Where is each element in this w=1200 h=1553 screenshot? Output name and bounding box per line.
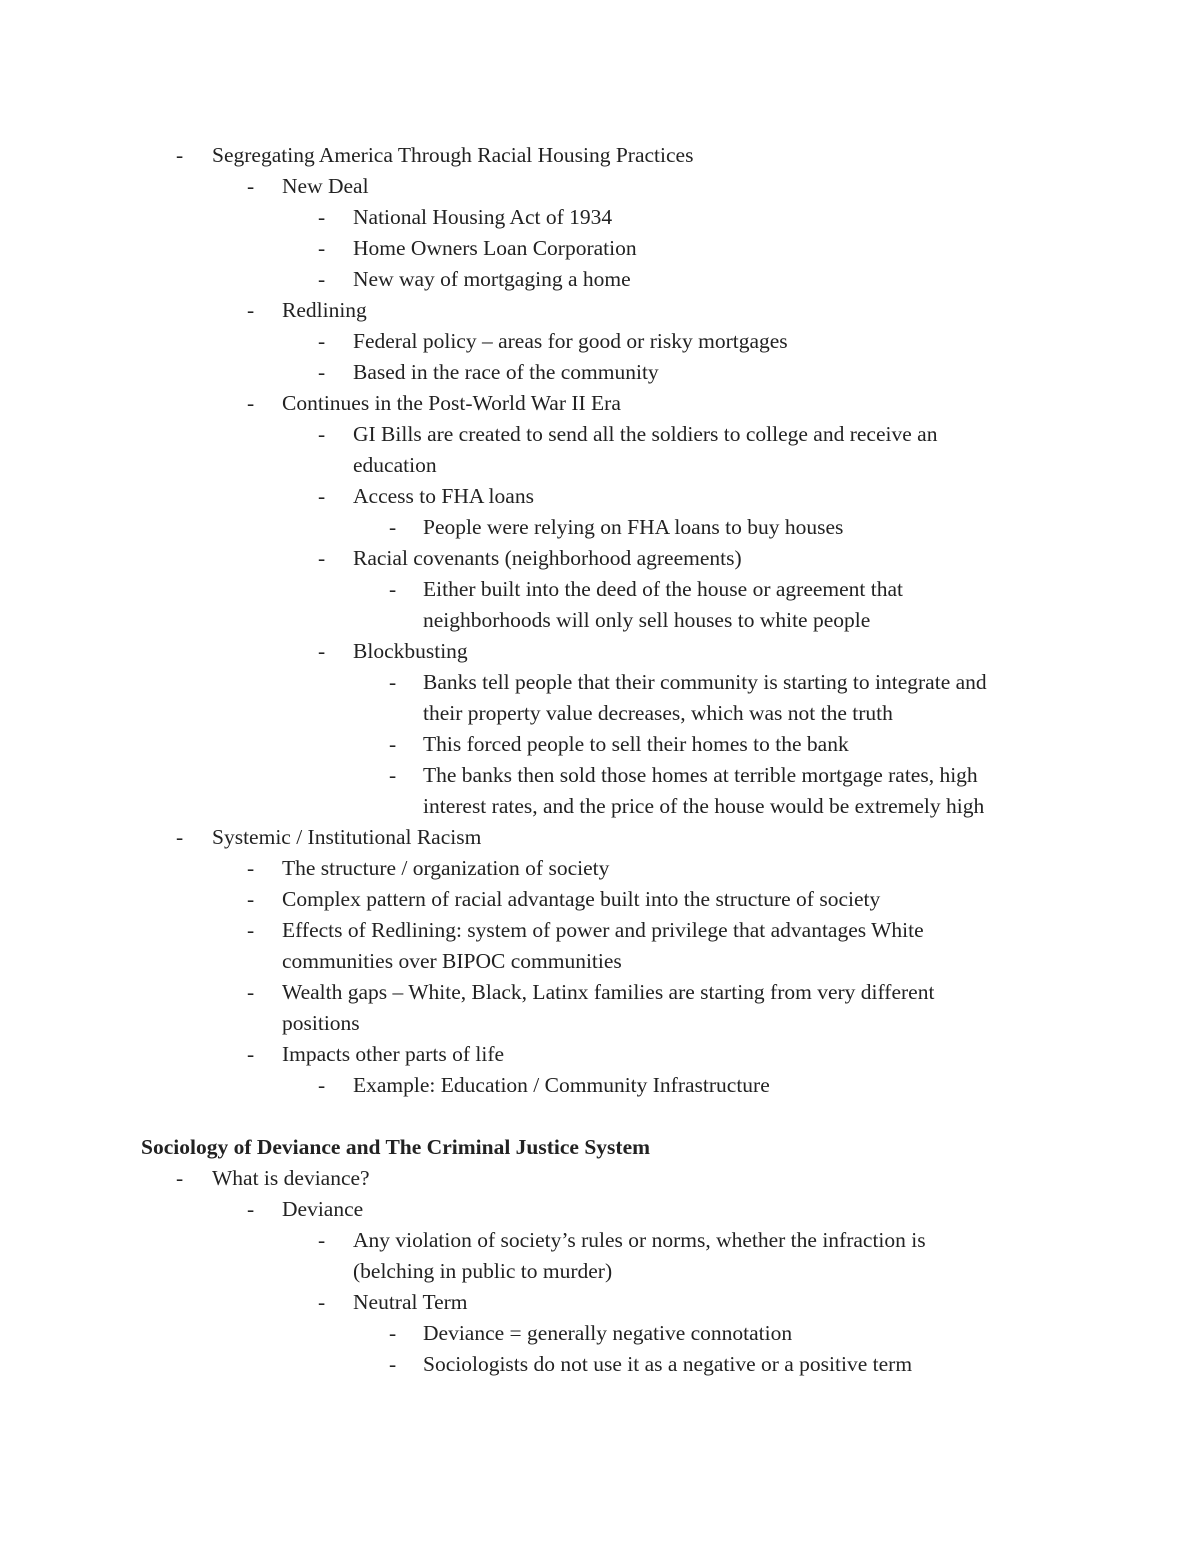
list-item [0,977,1200,1008]
list-item [0,140,1200,171]
list-item-text: Blockbusting [353,639,468,663]
bullet-dash: - [318,236,326,260]
bullet-dash: - [247,856,255,880]
bullet-dash: - [247,1197,255,1221]
list-item-text: Racial covenants (neighborhood agreements) [353,546,742,570]
bullet-dash: - [389,1321,397,1345]
list-item-text: The structure / organization of society [282,856,610,880]
list-item-text: Federal policy – areas for good or risky mortgages [353,329,788,353]
list-item [0,1225,1200,1256]
bullet-dash: - [247,391,255,415]
list-item-text: New way of mortgaging a home [353,267,631,291]
bullet-dash: - [389,1352,397,1376]
list-item [0,1194,1200,1225]
list-item-text: Based in the race of the community [353,360,659,384]
blank-line [0,1101,1200,1132]
bullet-dash: - [247,887,255,911]
bullet-dash: - [247,298,255,322]
list-item-text: (belching in public to murder) [353,1259,613,1283]
bullet-dash: - [176,143,184,167]
list-item [0,636,1200,667]
list-item-text: Example: Education / Community Infrastructure [353,1073,770,1097]
list-item-text: Either built into the deed of the house or agreement that [423,577,904,601]
list-item-text: National Housing Act of 1934 [353,205,613,229]
list-item [0,822,1200,853]
list-item [0,853,1200,884]
list-item-text: Deviance [282,1197,364,1221]
list-item [0,512,1200,543]
list-item [0,1349,1200,1380]
list-item [0,1318,1200,1349]
list-item [0,760,1200,791]
list-item-text: Neutral Term [353,1290,468,1314]
bullet-dash: - [389,763,397,787]
bullet-dash: - [389,670,397,694]
list-item [0,233,1200,264]
bullet-dash: - [318,546,326,570]
section-heading-text: Sociology of Deviance and The Criminal Justice System [141,1135,651,1159]
bullet-dash: - [389,732,397,756]
list-item-text: The banks then sold those homes at terrible mortgage rates, high [423,763,978,787]
list-item [0,729,1200,760]
list-item-text: Effects of Redlining: system of power and privilege that advantages White [282,918,924,942]
bullet-dash: - [318,1290,326,1314]
list-item-text: interest rates, and the price of the house would be extremely high [423,794,985,818]
list-item-continuation [0,946,1200,977]
bullet-dash: - [318,205,326,229]
list-item-text: positions [282,1011,360,1035]
list-item-text: Segregating America Through Racial Housing Practices [212,143,694,167]
list-item [0,357,1200,388]
list-item-text: Systemic / Institutional Racism [212,825,482,849]
section-heading-deviance [0,1132,1200,1163]
list-item-text: What is deviance? [212,1166,370,1190]
document-page [0,140,1200,1380]
bullet-dash: - [247,918,255,942]
list-item-continuation [0,450,1200,481]
list-item [0,574,1200,605]
list-item-text: GI Bills are created to send all the soldiers to college and receive an [353,422,938,446]
list-item-text: Impacts other parts of life [282,1042,505,1066]
list-item-text: neighborhoods will only sell houses to white people [423,608,871,632]
list-item-continuation [0,605,1200,636]
list-item [0,295,1200,326]
list-item-text: This forced people to sell their homes to the bank [423,732,849,756]
list-item [0,1039,1200,1070]
bullet-dash: - [318,639,326,663]
bullet-dash: - [247,174,255,198]
bullet-dash: - [318,422,326,446]
list-item-continuation [0,698,1200,729]
list-item [0,1287,1200,1318]
bullet-dash: - [318,484,326,508]
notes-section-housing [0,140,1200,1101]
list-item-text: Deviance = generally negative connotation [423,1321,793,1345]
bullet-dash: - [389,515,397,539]
list-item-continuation [0,791,1200,822]
bullet-dash: - [176,825,184,849]
list-item [0,915,1200,946]
bullet-dash: - [176,1166,184,1190]
list-item [0,1163,1200,1194]
list-item [0,667,1200,698]
list-item-text: Redlining [282,298,367,322]
bullet-dash: - [247,980,255,1004]
bullet-dash: - [318,360,326,384]
list-item-text: Wealth gaps – White, Black, Latinx families are starting from very different [282,980,935,1004]
bullet-dash: - [247,1042,255,1066]
list-item-text: Sociologists do not use it as a negative or a positive term [423,1352,913,1376]
list-item [0,543,1200,574]
bullet-dash: - [318,1073,326,1097]
list-item [0,264,1200,295]
list-item [0,202,1200,233]
bullet-dash: - [318,1228,326,1252]
list-item [0,419,1200,450]
list-item-text: Complex pattern of racial advantage built into the structure of society [282,887,881,911]
list-item [0,1070,1200,1101]
list-item [0,388,1200,419]
list-item-text: education [353,453,437,477]
list-item-continuation [0,1256,1200,1287]
list-item [0,481,1200,512]
list-item [0,171,1200,202]
list-item-text: communities over BIPOC communities [282,949,622,973]
list-item-text: Any violation of society’s rules or norms, whether the infraction is [353,1228,926,1252]
bullet-dash: - [389,577,397,601]
notes-section-deviance [0,1163,1200,1380]
bullet-dash: - [318,329,326,353]
list-item-continuation [0,1008,1200,1039]
list-item-text: Home Owners Loan Corporation [353,236,637,260]
list-item [0,884,1200,915]
list-item-text: People were relying on FHA loans to buy houses [423,515,844,539]
list-item-text: Access to FHA loans [353,484,534,508]
list-item [0,326,1200,357]
list-item-text: Banks tell people that their community is starting to integrate and [423,670,987,694]
list-item-text: Continues in the Post-World War II Era [282,391,621,415]
list-item-text: New Deal [282,174,369,198]
list-item-text: their property value decreases, which was not the truth [423,701,893,725]
bullet-dash: - [318,267,326,291]
